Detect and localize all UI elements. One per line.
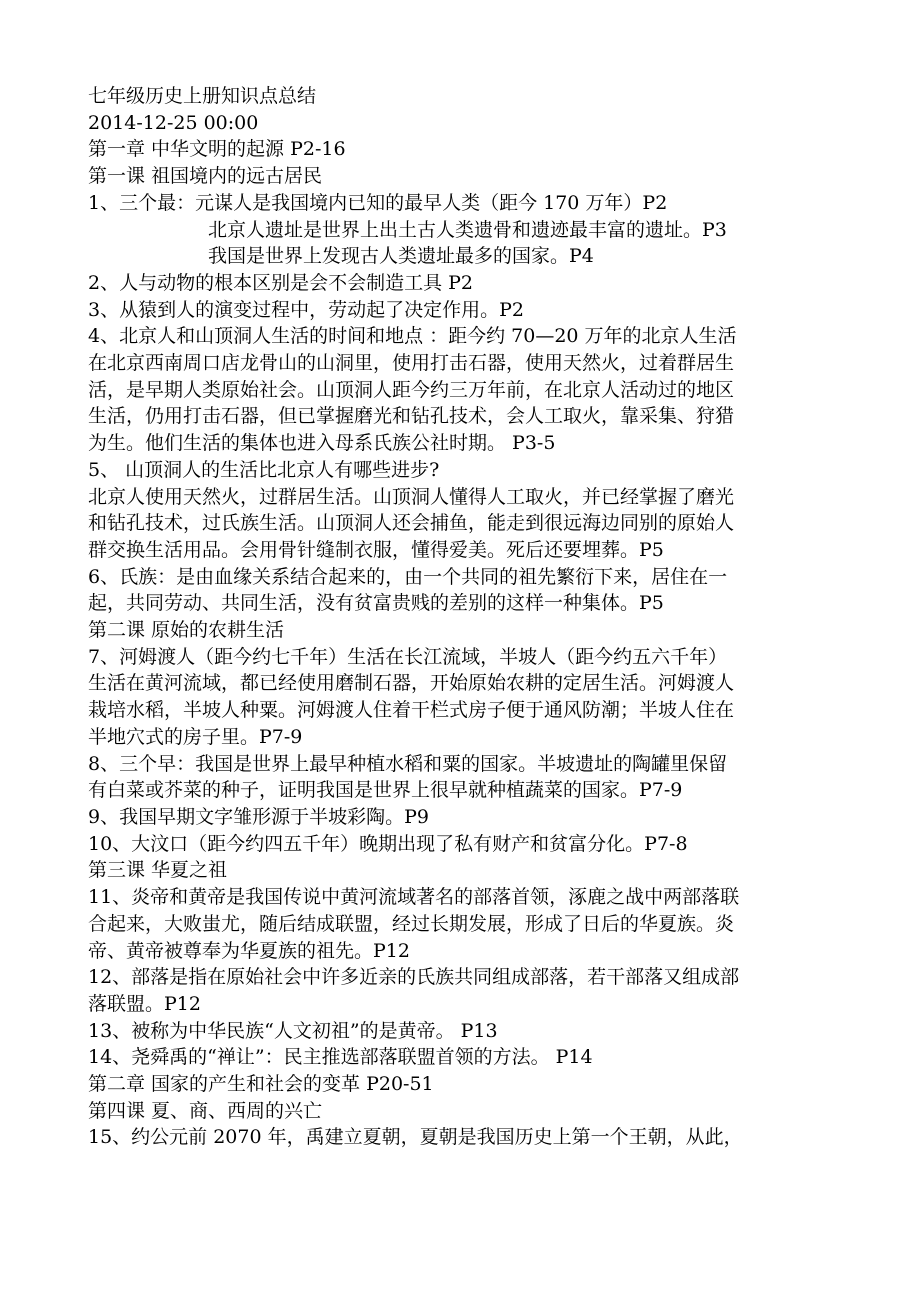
text-line: 我国是世界上发现古人类遗址最多的国家。P4 xyxy=(208,245,594,268)
text-line: 1、三个最：元谋人是我国境内已知的最早人类（距今 170 万年）P2 xyxy=(88,191,668,214)
text-line: 和钻孔技术，过氏族生活。山顶洞人还会捕鱼，能走到很远海边同别的原始人 xyxy=(88,512,735,535)
chapter-heading: 第一章 中华文明的起源 P2-16 xyxy=(88,138,346,161)
text-line: 北京人使用天然火，过群居生活。山顶洞人懂得人工取火，并已经掌握了磨光 xyxy=(88,485,735,508)
text-line: 起，共同劳动、共同生活，没有贫富贵贱的差别的这样一种集体。P5 xyxy=(88,592,664,615)
text-line: 6、氏族：是由血缘关系结合起来的，由一个共同的祖先繁衍下来，居住在一 xyxy=(88,565,728,588)
chapter-heading: 第二章 国家的产生和社会的变革 P20-51 xyxy=(88,1073,434,1096)
text-line: 活，是早期人类原始社会。山顶洞人距今约三万年前，在北京人活动过的地区 xyxy=(88,378,735,401)
text-line: 3、从猿到人的演变过程中，劳动起了决定作用。P2 xyxy=(88,298,524,321)
text-line: 15、约公元前 2070 年，禹建立夏朝，夏朝是我国历史上第一个王朝，从此， xyxy=(88,1126,743,1149)
text-line: 8、三个早：我国是世界上最早种植水稻和粟的国家。半坡遗址的陶罐里保留 xyxy=(88,752,728,775)
text-line: 帝、黄帝被尊奉为华夏族的祖先。P12 xyxy=(88,939,410,962)
text-line: 13、被称为中华民族“人文初祖”的是黄帝。 P13 xyxy=(88,1019,498,1042)
text-line: 生活在黄河流域，都已经使用磨制石器，开始原始农耕的定居生活。河姆渡人 xyxy=(88,672,735,695)
text-line: 9、我国早期文字雏形源于半坡彩陶。P9 xyxy=(88,805,429,828)
text-line: 落联盟。P12 xyxy=(88,992,201,1015)
document-title: 七年级历史上册知识点总结 xyxy=(88,85,317,107)
lesson-heading: 第三课 华夏之祖 xyxy=(88,859,228,882)
lesson-heading: 第四课 夏、商、西周的兴亡 xyxy=(88,1099,323,1122)
lesson-heading: 第一课 祖国境内的远古居民 xyxy=(88,165,323,188)
text-line: 10、大汶口（距今约四五千年）晚期出现了私有财产和贫富分化。P7-8 xyxy=(88,832,688,855)
lesson-heading: 第二课 原始的农耕生活 xyxy=(88,619,285,642)
text-line: 在北京西南周口店龙骨山的山洞里，使用打击石器，使用天然火，过着群居生 xyxy=(88,352,735,375)
text-line: 2、人与动物的根本区别是会不会制造工具 P2 xyxy=(88,271,474,294)
text-line: 7、河姆渡人（距今约七千年）生活在长江流域，半坡人（距今约五六千年） xyxy=(88,645,728,668)
text-line: 合起来，大败蚩尤，随后结成联盟，经过长期发展，形成了日后的华夏族。炎 xyxy=(88,912,735,935)
text-line: 有白菜或芥菜的种子，证明我国是世界上很早就种植蔬菜的国家。P7-9 xyxy=(88,779,683,802)
text-line: 群交换生活用品。会用骨针缝制衣服，懂得爱美。死后还要埋葬。P5 xyxy=(88,538,664,561)
text-line: 生活，仍用打击石器，但已掌握磨光和钻孔技术，会人工取火，靠采集、狩猎 xyxy=(88,405,735,428)
text-line: 北京人遗址是世界上出土古人类遗骨和遗迹最丰富的遗址。P3 xyxy=(208,218,727,241)
text-line: 为生。他们生活的集体也进入母系氏族公社时期。 P3-5 xyxy=(88,432,556,455)
text-line: 14、尧舜禹的“禅让”：民主推选部落联盟首领的方法。 P14 xyxy=(88,1046,593,1069)
text-line: 4、北京人和山顶洞人生活的时间和地点 ：距今约 70—20 万年的北京人生活 xyxy=(88,325,737,348)
text-line: 5、 山顶洞人的生活比北京人有哪些进步? xyxy=(88,458,440,481)
text-line: 11、炎帝和黄帝是我国传说中黄河流域著名的部落首领，涿鹿之战中两部落联 xyxy=(88,886,740,909)
document-date: 2014-12-25 00:00 xyxy=(88,111,259,134)
text-line: 栽培水稻，半坡人种粟。河姆渡人住着干栏式房子便于通风防潮；半坡人住在 xyxy=(88,699,735,722)
document-page xyxy=(88,83,833,1151)
text-line: 半地穴式的房子里。P7-9 xyxy=(88,725,303,748)
text-line: 12、部落是指在原始社会中许多近亲的氏族共同组成部落，若干部落又组成部 xyxy=(88,966,740,989)
